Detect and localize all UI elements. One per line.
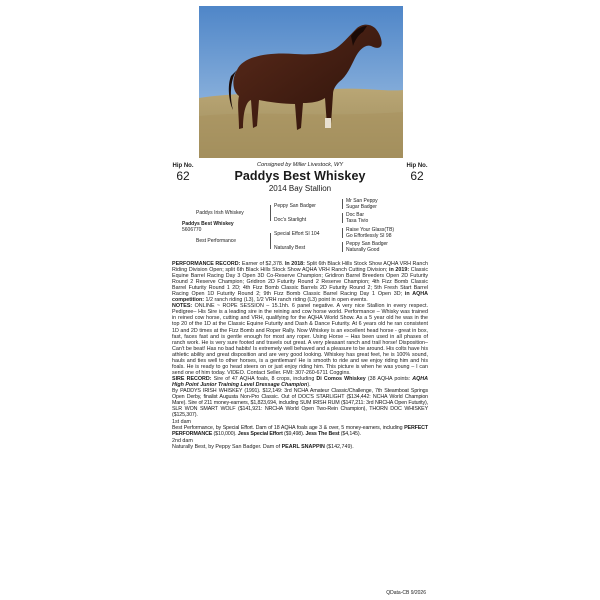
hip-label-left: Hip No. — [172, 163, 194, 169]
consignor-line: Consigned by Miller Livestock, WY — [256, 162, 344, 168]
ped-reg-number: 5606770 — [182, 227, 202, 233]
ped-dam-sire: Special Effort SI 104 — [274, 231, 320, 237]
notes — [172, 303, 428, 376]
performance-2019-label: in 2019: — [389, 267, 410, 274]
ped-sdd: Tasa Tivio — [346, 218, 369, 224]
horse-photo — [199, 6, 403, 158]
ped-dam: Best Performance — [196, 238, 237, 244]
ped-bracket — [342, 199, 343, 209]
performance-label: PERFORMANCE RECORD: — [172, 261, 241, 267]
first-dam-text: Best Performance, by Special Effort. Dam of 18 AQHA foals age 3 & over, 5 money-earners, including — [172, 425, 405, 432]
ped-bracket — [270, 205, 271, 221]
second-dam-text: Naturally Best, by Peppy San Badger. Dam of — [172, 444, 282, 451]
catalog-page — [172, 6, 428, 596]
first-dam-heading: 1st dam — [172, 419, 192, 426]
ped-bracket — [270, 233, 271, 249]
ped-bracket — [342, 242, 343, 252]
performance-text: Split 6th Black Hills Stock Show AQHA VRH Ranch Riding Division Open; split 6th Black Hills Stock Show AQHA VRH Ranch Cutting Division; — [172, 261, 428, 274]
ped-sds: Doc Bar — [346, 212, 365, 218]
ped-bracket — [342, 228, 343, 238]
ped-dsd: Go Effortlessly SI 98 — [346, 233, 392, 239]
sire-paragraph: By PADDYS IRISH WHISKEY (1991). $12,149: 3rd NCHA Amateur Classic/Challenge, 7th Steamboat Springs Open Derby, finalist Augusta Non-Pro Classic. Out of DOC'S STARLIGHT ($134,442: NCHA World Champion Mare). Sire of 211 money-earners, $1,823,694, including SUM IRISH RUM ($147,211: 3rd NRCHA Open Futurity), SLR WON SMART WOLF ($141,921: NRCHA World Open Two-Rein Champion), THORN DOC WHISKEY ($125,307). — [172, 387, 428, 419]
catalog-body — [172, 261, 428, 450]
sire-record — [172, 376, 428, 388]
pedigree-chart — [172, 198, 428, 260]
first-dam-produce: PERFECT PERFORMANCE — [172, 425, 428, 438]
performance-2018-label: In 2018: — [284, 261, 305, 267]
ped-ssd: Sugar Badger — [346, 204, 377, 210]
sire-record-text: ). — [307, 381, 311, 388]
ped-bracket — [342, 213, 343, 223]
ped-sire-dam: Doc's Starlight — [274, 217, 307, 223]
catalog-footer: QData-CB 9/2026 — [386, 590, 426, 596]
sire-record-text: (38 AQHA points: — [365, 375, 413, 382]
ped-ddd: Naturally Good — [346, 247, 380, 253]
performance-aqha-label: in AQHA competition: — [172, 291, 428, 304]
first-dam-text: ($10,000). — [212, 431, 238, 438]
second-dam-produce: PEARL SNAPPIN — [281, 444, 325, 451]
sire-record-award: AQHA High Point Junior Training Level Dressage Champion — [172, 375, 428, 388]
performance-record — [172, 261, 428, 303]
first-dam-produce: Jess Special Effort — [237, 431, 283, 438]
first-dam-text: ($4,145). — [339, 431, 361, 438]
ped-dss: Raise Your Glass(TB) — [346, 227, 395, 233]
horse-subtitle: 2014 Bay Stallion — [268, 184, 332, 193]
ped-dds: Peppy San Badger — [346, 241, 388, 247]
hip-value-left: 62 — [176, 169, 190, 183]
performance-text: Classic Equine Barrel Racing Day 3 Open 3D Co-Reserve Champion; Gridiron Barrel Breeders Open 2D Futurity Round 2 Reserve Champion; Gridiron 2D Futurity Round 2 Reserve Champion; 4th Fizz Bomb Classic Barrel Futurity Round 1 2D; 4th Fizz Bomb Classic Barrels 2D Futurity Round 2; 5th Fresh Start Barrel Racing Open 1D Futurity Round 2; 9th Fizz Bomb Classic Barrel Racing Day 1 Open 3D; — [172, 267, 428, 298]
performance-text: Earner of $2,378. — [240, 261, 285, 267]
notes-label: NOTES: — [172, 303, 193, 310]
first-dam-text: ($9,498). — [282, 431, 306, 438]
horse-photo-image — [199, 6, 403, 158]
ped-sire-sire: Peppy San Badger — [274, 203, 316, 209]
ped-sss: Mr San Peppy — [346, 198, 378, 204]
horse-name: Paddys Best Whiskey — [234, 169, 366, 183]
sire-record-label: SIRE RECORD: — [172, 375, 212, 382]
hip-value-right: 62 — [410, 169, 424, 183]
first-dam — [172, 425, 428, 437]
first-dam-produce: Jess The Best — [305, 431, 340, 438]
performance-text: 1/2 ranch riding (L3), 1/2 VRH ranch riding (L3) point in open events. — [204, 297, 368, 304]
second-dam — [172, 444, 428, 450]
second-dam-heading: 2nd dam — [172, 438, 193, 445]
sire-record-text: Sire of 47 AQHA foals, 8 crops, including — [211, 375, 317, 382]
ped-dam-dam: Naturally Best — [274, 245, 306, 251]
ped-sire: Paddys Irish Whiskey — [196, 210, 244, 216]
ped-subject: Paddys Best Whiskey — [182, 221, 234, 227]
sire-record-offspring: Di Comos Whiskey — [316, 375, 366, 382]
notes-text: ONLINE ~ ROPE SESSION – 15.1hh. 6 panel negative. A very nice Stallion in every respect. Pedigree– His Sire is a leading sire in the reining and cow horse world. Performance – Whisky was trained in reined cow horse, cutting and VRH, qualifying for the AQHA World Show. As a 5 year old he was in the top 20 of the 1D at the Classic Equine Futurity and Dash & Dance Futurity. At 6 years old he ran consistent 1D and 2D times at the Fizz Bomb and Roper Rally. Now Whiskey is an excellent head horse - great in box, fast, faces fast and is gentle enough for most any roper. Using Horse – Has been used in all phases of ranch work. He is very sure footed and travels out great. A very pleasant ranch and trail horse! Disposition– Can't be beat! Has no bad habits! Is extremely well behaved and a pleasure to be around. His colts have his athletic ability and great disposition and are very good looking. Whiskey has great feet, he is 100% sound, hauls and ties well to other horses, is a gentleman! He is smooth to ride and we enjoy riding him and his foals. He is ready to go head steers on or just enjoy riding him. This picture is when he was young – I can send one of him today. VIDEO. Contact Seller. FMI: 307-260-6711 Coggins. — [172, 303, 428, 376]
second-dam-text: ($142,749). — [324, 444, 354, 451]
hip-label-right: Hip No. — [406, 163, 428, 169]
